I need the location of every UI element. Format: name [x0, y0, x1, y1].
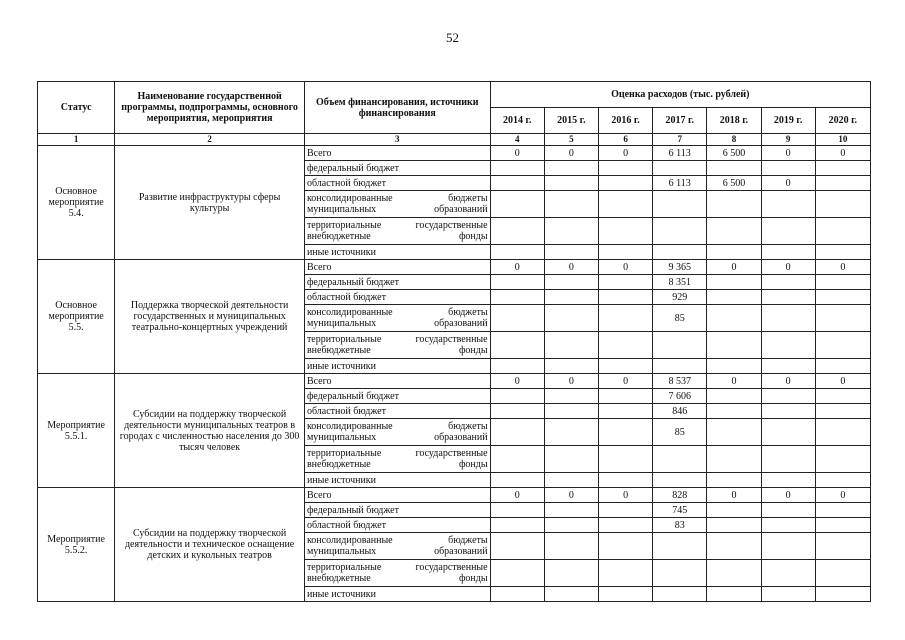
header-expenses: Оценка расходов (тыс. рублей) — [490, 82, 870, 108]
value-cell — [653, 473, 707, 488]
value-cell — [598, 191, 652, 218]
funding-source-cell: территориальные государственные внебюджетные фонды — [304, 560, 490, 587]
value-cell: 6 500 — [707, 176, 761, 191]
expenses-table — [37, 81, 871, 602]
value-cell — [490, 503, 544, 518]
value-cell — [490, 191, 544, 218]
header-name: Наименование государственной программы, подпрограммы, основного мероприятия, мероприятия — [115, 82, 305, 134]
value-cell — [598, 161, 652, 176]
value-cell — [815, 305, 870, 332]
value-cell — [653, 191, 707, 218]
funding-source-cell: федеральный бюджет — [304, 161, 490, 176]
value-cell — [761, 161, 815, 176]
column-number: 2 — [115, 134, 305, 146]
value-cell — [544, 275, 598, 290]
value-cell — [490, 161, 544, 176]
value-cell: 0 — [761, 146, 815, 161]
value-cell — [544, 218, 598, 245]
value-cell — [761, 446, 815, 473]
value-cell: 85 — [653, 305, 707, 332]
value-cell — [544, 503, 598, 518]
value-cell — [598, 503, 652, 518]
value-cell — [544, 518, 598, 533]
value-cell — [707, 305, 761, 332]
value-cell — [815, 533, 870, 560]
value-cell — [598, 419, 652, 446]
value-cell: 0 — [544, 374, 598, 389]
value-cell: 0 — [761, 374, 815, 389]
value-cell — [490, 533, 544, 560]
value-cell — [544, 332, 598, 359]
value-cell — [815, 473, 870, 488]
value-cell — [815, 560, 870, 587]
value-cell — [707, 359, 761, 374]
value-cell: 0 — [544, 260, 598, 275]
column-number: 10 — [815, 134, 870, 146]
value-cell — [815, 275, 870, 290]
funding-source-cell: иные источники — [304, 473, 490, 488]
value-cell — [707, 191, 761, 218]
value-cell: 0 — [598, 260, 652, 275]
value-cell: 6 500 — [707, 146, 761, 161]
funding-source-cell: федеральный бюджет — [304, 503, 490, 518]
value-cell — [490, 587, 544, 602]
value-cell — [544, 446, 598, 473]
value-cell — [707, 389, 761, 404]
value-cell — [544, 191, 598, 218]
value-cell — [490, 473, 544, 488]
header-year: 2017 г. — [653, 108, 707, 134]
value-cell — [598, 275, 652, 290]
header-year: 2014 г. — [490, 108, 544, 134]
value-cell: 0 — [490, 260, 544, 275]
value-cell — [815, 290, 870, 305]
value-cell — [707, 290, 761, 305]
value-cell — [598, 446, 652, 473]
value-cell: 846 — [653, 404, 707, 419]
value-cell — [815, 191, 870, 218]
value-cell — [598, 404, 652, 419]
value-cell: 8 537 — [653, 374, 707, 389]
header-year: 2019 г. — [761, 108, 815, 134]
funding-source-cell: иные источники — [304, 245, 490, 260]
value-cell: 0 — [761, 176, 815, 191]
value-cell: 0 — [598, 374, 652, 389]
value-cell: 0 — [490, 146, 544, 161]
value-cell — [544, 473, 598, 488]
value-cell — [815, 161, 870, 176]
value-cell: 8 351 — [653, 275, 707, 290]
value-cell — [761, 218, 815, 245]
value-cell — [707, 587, 761, 602]
funding-source-cell: иные источники — [304, 359, 490, 374]
value-cell — [544, 560, 598, 587]
value-cell — [815, 446, 870, 473]
value-cell — [761, 389, 815, 404]
program-name-cell: Субсидии на поддержку творческой деятельности и техническое оснащение детских и кукольных театров — [115, 488, 305, 602]
value-cell — [653, 245, 707, 260]
value-cell — [815, 404, 870, 419]
value-cell — [490, 305, 544, 332]
value-cell: 7 606 — [653, 389, 707, 404]
value-cell — [761, 275, 815, 290]
funding-source-cell: консолидированные бюджеты муниципальных образований — [304, 305, 490, 332]
page-number: 52 — [446, 30, 459, 45]
value-cell: 0 — [598, 488, 652, 503]
value-cell — [490, 275, 544, 290]
value-cell — [544, 389, 598, 404]
value-cell: 929 — [653, 290, 707, 305]
value-cell — [653, 359, 707, 374]
value-cell — [598, 290, 652, 305]
value-cell — [815, 503, 870, 518]
header-status: Статус — [38, 82, 115, 134]
value-cell — [653, 560, 707, 587]
value-cell: 0 — [761, 260, 815, 275]
value-cell — [707, 503, 761, 518]
value-cell: 0 — [490, 374, 544, 389]
value-cell — [761, 560, 815, 587]
value-cell — [490, 332, 544, 359]
value-cell — [707, 332, 761, 359]
value-cell — [598, 359, 652, 374]
value-cell — [598, 245, 652, 260]
value-cell: 0 — [815, 146, 870, 161]
value-cell — [490, 518, 544, 533]
value-cell: 0 — [707, 260, 761, 275]
column-number: 3 — [304, 134, 490, 146]
value-cell — [815, 332, 870, 359]
funding-source-cell: территориальные государственные внебюджетные фонды — [304, 218, 490, 245]
value-cell — [544, 419, 598, 446]
value-cell — [815, 176, 870, 191]
column-number: 9 — [761, 134, 815, 146]
value-cell — [815, 419, 870, 446]
header-funding: Объем финансирования, источники финансирования — [304, 82, 490, 134]
funding-source-cell: консолидированные бюджеты муниципальных образований — [304, 191, 490, 218]
funding-source-cell: консолидированные бюджеты муниципальных образований — [304, 419, 490, 446]
value-cell — [761, 419, 815, 446]
table-row — [38, 488, 871, 503]
value-cell — [490, 218, 544, 245]
value-cell — [815, 359, 870, 374]
value-cell — [761, 533, 815, 560]
value-cell: 0 — [707, 374, 761, 389]
value-cell — [815, 245, 870, 260]
program-name-cell: Развитие инфраструктуры сферы культуры — [115, 146, 305, 260]
value-cell: 6 113 — [653, 176, 707, 191]
status-cell: Основное мероприятие 5.5. — [38, 260, 115, 374]
value-cell — [598, 518, 652, 533]
value-cell — [653, 446, 707, 473]
value-cell — [707, 518, 761, 533]
value-cell — [707, 533, 761, 560]
value-cell — [761, 359, 815, 374]
value-cell — [707, 419, 761, 446]
value-cell: 85 — [653, 419, 707, 446]
value-cell: 828 — [653, 488, 707, 503]
value-cell: 0 — [707, 488, 761, 503]
value-cell: 6 113 — [653, 146, 707, 161]
value-cell — [598, 560, 652, 587]
funding-source-cell: Всего — [304, 488, 490, 503]
value-cell — [707, 560, 761, 587]
value-cell — [815, 218, 870, 245]
value-cell — [761, 290, 815, 305]
value-cell — [544, 305, 598, 332]
header-year: 2016 г. — [598, 108, 652, 134]
value-cell: 0 — [544, 488, 598, 503]
value-cell — [761, 404, 815, 419]
program-name-cell: Субсидии на поддержку творческой деятельности муниципальных театров в городах с численностью населения до 300 тысяч человек — [115, 374, 305, 488]
value-cell — [544, 161, 598, 176]
value-cell — [490, 404, 544, 419]
value-cell — [544, 404, 598, 419]
value-cell — [761, 503, 815, 518]
value-cell — [490, 389, 544, 404]
value-cell — [490, 359, 544, 374]
header-year: 2020 г. — [815, 108, 870, 134]
value-cell — [598, 218, 652, 245]
value-cell — [598, 176, 652, 191]
value-cell — [598, 332, 652, 359]
funding-source-cell: федеральный бюджет — [304, 275, 490, 290]
funding-source-cell: областной бюджет — [304, 518, 490, 533]
value-cell — [707, 473, 761, 488]
value-cell — [598, 389, 652, 404]
value-cell — [544, 176, 598, 191]
value-cell: 0 — [815, 260, 870, 275]
funding-source-cell: областной бюджет — [304, 176, 490, 191]
program-name-cell: Поддержка творческой деятельности государственных и муниципальных театрально-концертных учреждений — [115, 260, 305, 374]
value-cell — [544, 359, 598, 374]
value-cell — [598, 473, 652, 488]
value-cell — [653, 161, 707, 176]
funding-source-cell: территориальные государственные внебюджетные фонды — [304, 446, 490, 473]
value-cell — [815, 518, 870, 533]
status-cell: Мероприятие 5.5.1. — [38, 374, 115, 488]
value-cell — [653, 587, 707, 602]
value-cell — [490, 176, 544, 191]
value-cell — [598, 533, 652, 560]
value-cell — [490, 419, 544, 446]
value-cell — [544, 587, 598, 602]
value-cell — [761, 245, 815, 260]
value-cell: 0 — [815, 488, 870, 503]
value-cell — [761, 332, 815, 359]
funding-source-cell: федеральный бюджет — [304, 389, 490, 404]
value-cell — [707, 161, 761, 176]
value-cell: 0 — [598, 146, 652, 161]
value-cell — [653, 218, 707, 245]
table-row — [38, 260, 871, 275]
value-cell — [815, 587, 870, 602]
value-cell — [544, 290, 598, 305]
header-year: 2018 г. — [707, 108, 761, 134]
value-cell — [490, 560, 544, 587]
value-cell: 0 — [490, 488, 544, 503]
column-number: 1 — [38, 134, 115, 146]
value-cell — [490, 290, 544, 305]
value-cell — [761, 518, 815, 533]
funding-source-cell: Всего — [304, 146, 490, 161]
funding-source-cell: консолидированные бюджеты муниципальных образований — [304, 533, 490, 560]
funding-source-cell: областной бюджет — [304, 404, 490, 419]
value-cell: 0 — [761, 488, 815, 503]
value-cell — [707, 275, 761, 290]
value-cell — [544, 245, 598, 260]
value-cell — [815, 389, 870, 404]
value-cell — [707, 446, 761, 473]
value-cell — [707, 404, 761, 419]
value-cell: 745 — [653, 503, 707, 518]
funding-source-cell: Всего — [304, 374, 490, 389]
value-cell — [761, 305, 815, 332]
value-cell: 0 — [544, 146, 598, 161]
status-cell: Мероприятие 5.5.2. — [38, 488, 115, 602]
value-cell: 9 365 — [653, 260, 707, 275]
value-cell — [544, 533, 598, 560]
funding-source-cell: Всего — [304, 260, 490, 275]
value-cell — [761, 587, 815, 602]
value-cell — [707, 245, 761, 260]
table-row — [38, 146, 871, 161]
status-cell: Основное мероприятие 5.4. — [38, 146, 115, 260]
value-cell — [490, 446, 544, 473]
value-cell — [490, 245, 544, 260]
column-number: 5 — [544, 134, 598, 146]
value-cell — [598, 305, 652, 332]
table-row — [38, 374, 871, 389]
value-cell — [598, 587, 652, 602]
funding-source-cell: областной бюджет — [304, 290, 490, 305]
value-cell — [653, 332, 707, 359]
value-cell — [761, 473, 815, 488]
column-number: 8 — [707, 134, 761, 146]
column-number: 6 — [598, 134, 652, 146]
column-number: 4 — [490, 134, 544, 146]
value-cell — [653, 533, 707, 560]
value-cell — [707, 218, 761, 245]
value-cell: 0 — [815, 374, 870, 389]
column-number: 7 — [653, 134, 707, 146]
funding-source-cell: иные источники — [304, 587, 490, 602]
header-year: 2015 г. — [544, 108, 598, 134]
value-cell — [761, 191, 815, 218]
value-cell: 83 — [653, 518, 707, 533]
funding-source-cell: территориальные государственные внебюджетные фонды — [304, 332, 490, 359]
